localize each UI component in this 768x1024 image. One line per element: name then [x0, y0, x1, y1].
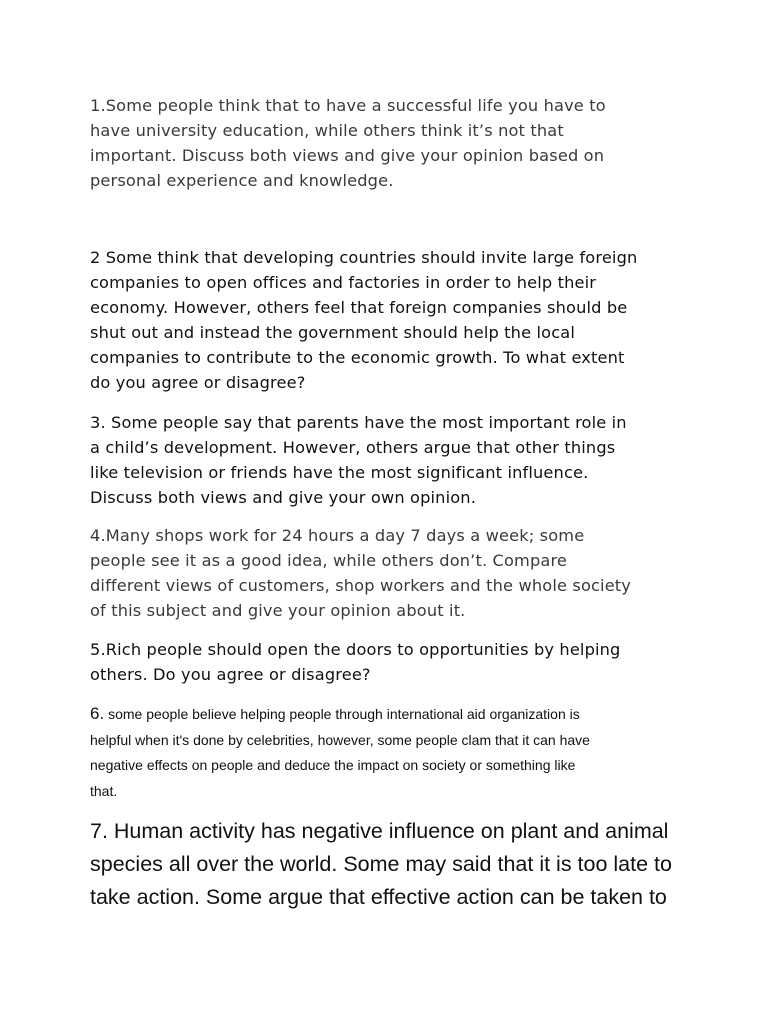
question-line: personal experience and knowledge.: [90, 171, 394, 190]
question-line: shut out and instead the government should help the local: [90, 323, 575, 342]
question-line: negative effects on people and deduce the impact on society or something like: [90, 757, 576, 773]
question-number: 6.: [90, 704, 105, 723]
question-line: 1.Some people think that to have a successful life you have to: [90, 96, 606, 115]
question-line: like television or friends have the most significant influence.: [90, 463, 589, 482]
question-line: 3. Some people say that parents have the most important role in: [90, 413, 627, 432]
question-5: [90, 637, 690, 687]
question-3: [90, 410, 690, 510]
question-line: economy. However, others feel that foreign companies should be: [90, 298, 628, 317]
question-line: others. Do you agree or disagree?: [90, 665, 371, 684]
question-2: [90, 245, 690, 395]
question-line: companies to open offices and factories in order to help their: [90, 273, 597, 292]
question-line: 7. Human activity has negative influence on plant and animal: [90, 819, 669, 843]
question-line: important. Discuss both views and give your opinion based on: [90, 146, 605, 165]
question-line: Discuss both views and give your own opinion.: [90, 488, 476, 507]
question-line: 5.Rich people should open the doors to opportunities by helping: [90, 640, 621, 659]
question-line: a child’s development. However, others argue that other things: [90, 438, 616, 457]
question-1: [90, 93, 690, 193]
question-line: that.: [90, 782, 118, 799]
question-line: helpful when it's done by celebrities, however, some people clam that it can have: [90, 731, 590, 748]
question-line: 4.Many shops work for 24 hours a day 7 days a week; some: [90, 526, 585, 545]
question-line: do you agree or disagree?: [90, 373, 306, 392]
question-line: have university education, while others think it’s not that: [90, 121, 564, 140]
question-7: [90, 815, 690, 914]
question-line: species all over the world. Some may said that it is too late to: [90, 852, 672, 876]
question-line: take action. Some argue that effective action can be taken to: [90, 885, 667, 909]
question-text: some people believe helping people through international aid organization is: [104, 706, 580, 722]
question-line: [90, 701, 690, 728]
question-line: of this subject and give your opinion about it.: [90, 601, 466, 620]
question-line: 2 Some think that developing countries should invite large foreign: [90, 248, 638, 267]
question-line: different views of customers, shop workers and the whole society: [90, 576, 632, 595]
question-line: people see it as a good idea, while others don’t. Compare: [90, 551, 568, 570]
question-4: [90, 523, 690, 623]
question-line: companies to contribute to the economic growth. To what extent: [90, 348, 625, 367]
question-6: [90, 701, 690, 804]
